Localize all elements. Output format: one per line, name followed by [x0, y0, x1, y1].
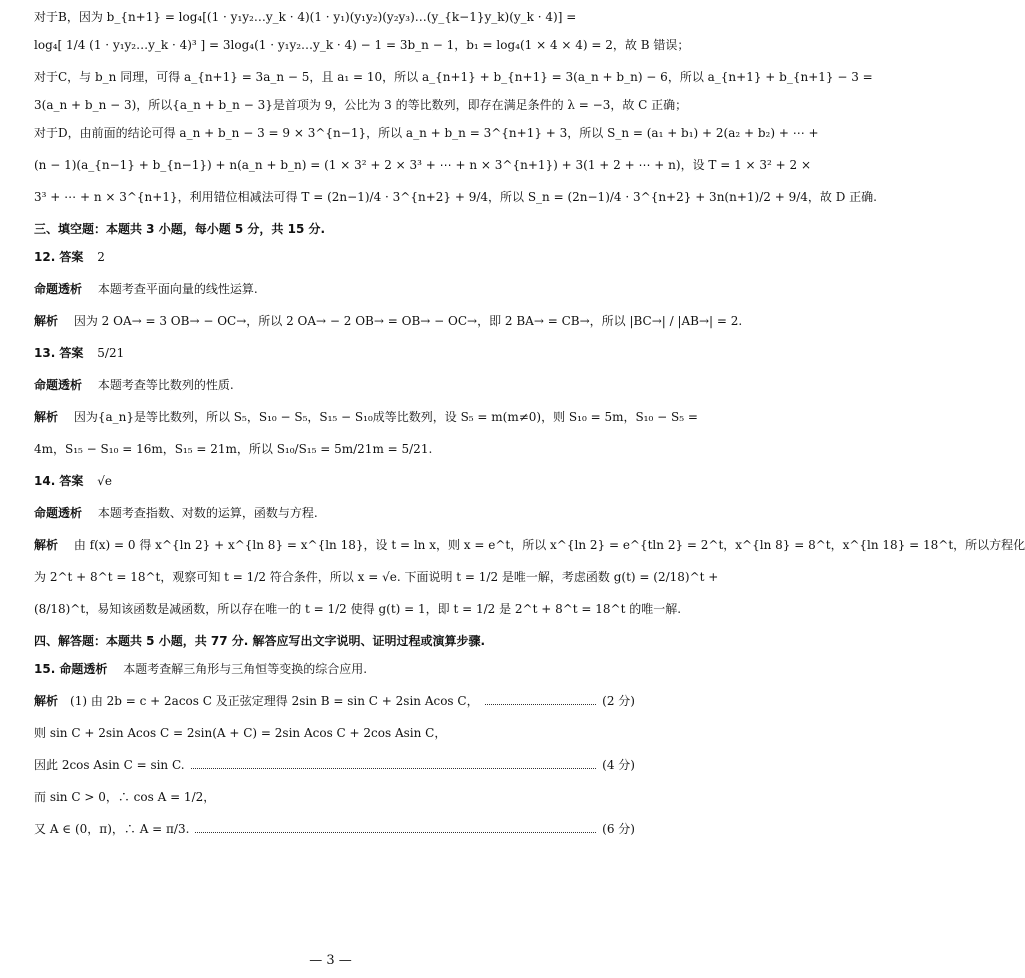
answer-label: 12. 答案 [34, 250, 84, 264]
analysis-text: 本题考查指数、对数的运算，函数与方程. [97, 506, 318, 520]
solution-step [34, 820, 635, 838]
text-line: 3³ + ⋯ + n × 3^{n+1}，利用错位相减法可得 T = (2n−1)/4 · 3^{n+2} + 9/4，所以 S_n = (2n−1)/4 · 3^{n+2} + 3n(n+1)/2 + 9/4，故 D 正确. [34, 190, 877, 204]
paragraph-d [34, 124, 877, 206]
solution-step [34, 756, 635, 774]
analysis-text: 本题考查平面向量的线性运算. [97, 282, 258, 296]
analysis-label: 命题透析 [34, 282, 83, 296]
text-line: 3(a_n + b_n − 3)，所以{a_n + b_n − 3}是首项为 9，公比为 3 的等比数列，即存在满足条件的 λ = −3，故 C 正确； [34, 98, 688, 112]
step-text: 又 A ∈ (0，π)，∴ A = π/3. [34, 822, 190, 836]
solution-text: (8/18)^t，易知该函数是减函数，所以存在唯一的 t = 1/2 使得 g(t) = 1，即 t = 1/2 是 2^t + 8^t = 18^t 的唯一解. [34, 602, 682, 616]
question-label: 15. 命题透析 [34, 662, 108, 676]
analysis-label: 命题透析 [34, 378, 83, 392]
question-12 [34, 248, 743, 330]
step-text: 因此 2cos Asin C = sin C. [34, 758, 185, 772]
step-score: (6 分) [602, 822, 635, 836]
answer-value: 2 [97, 250, 105, 264]
solution-label: 解析 [34, 410, 59, 424]
section-heading-fill-in: 三、填空题：本题共 3 小题，每小题 5 分，共 15 分. [34, 222, 326, 236]
step-score: (4 分) [602, 758, 635, 772]
leader-dots [195, 826, 596, 833]
step-text: (1) 由 2b = c + 2acos C 及正弦定理得 2sin B = sin C + 2sin Acos C， [70, 694, 479, 708]
answer-value: √e [97, 474, 113, 488]
solution-text: 为 2^t + 8^t = 18^t，观察可知 t = 1/2 符合条件，所以 x = √e. 下面说明 t = 1/2 是唯一解，考虑函数 g(t) = (2/18)^t + [34, 570, 719, 584]
leader-dots [485, 698, 597, 705]
answer-value: 5/21 [97, 346, 125, 360]
section-heading-solutions: 四、解答题：本题共 5 小题，共 77 分. 解答应写出文字说明、证明过程或演算步骤. [34, 634, 486, 648]
analysis-text: 本题考查解三角形与三角恒等变换的综合应用. [123, 662, 368, 676]
analysis-text: 本题考查等比数列的性质. [97, 378, 234, 392]
answer-label: 14. 答案 [34, 474, 84, 488]
text-line: 对于D，由前面的结论可得 a_n + b_n − 3 = 9 × 3^{n−1}，所以 a_n + b_n = 3^{n+1} + 3，所以 S_n = (a₁ + b₁) + 2(a₂ + b₂) + ⋯ + [34, 126, 819, 140]
question-14 [34, 472, 1025, 618]
step-text: 而 sin C > 0，∴ cos A = 1/2， [34, 790, 216, 804]
solution-step [34, 724, 635, 742]
answer-label: 13. 答案 [34, 346, 84, 360]
step-text: 则 sin C + 2sin Acos C = 2sin(A + C) = 2sin Acos C + 2cos Asin C， [34, 726, 447, 740]
solution-step [34, 788, 635, 806]
question-15 [34, 660, 635, 838]
solution-step [34, 692, 635, 710]
page-number: — 3 — [309, 953, 352, 968]
text-line: 对于C，与 b_n 同理，可得 a_{n+1} = 3a_n − 5，且 a₁ = 10，所以 a_{n+1} + b_{n+1} = 3(a_n + b_n) − 6，所以 a_{n+1} + b_{n+1} − 3 = [34, 70, 873, 84]
paragraph-c [34, 68, 873, 114]
step-score: (2 分) [602, 694, 635, 708]
solution-label: 解析 [34, 694, 59, 708]
solution-text: 因为{a_n}是等比数列，所以 S₅，S₁₀ − S₅，S₁₅ − S₁₀成等比数列，设 S₅ = m(m≠0)，则 S₁₀ = 5m，S₁₀ − S₅ = [73, 410, 698, 424]
text-line: (n − 1)(a_{n−1} + b_{n−1}) + n(a_n + b_n) = (1 × 3² + 2 × 3³ + ⋯ + n × 3^{n+1}) + 3(1 + 2 + ⋯ + n)，设 T = 1 × 3² + 2 × [34, 158, 812, 172]
text-line: 对于B，因为 b_{n+1} = log₄[(1 · y₁y₂…y_k · 4)(1 · y₁)(y₁y₂)(y₂y₃)…(y_{k−1}y_k)(y_k · 4)] = [34, 10, 577, 24]
solution-text: 由 f(x) = 0 得 x^{ln 2} + x^{ln 8} = x^{ln 18}，设 t = ln x，则 x = e^t，所以 x^{ln 2} = e^{tln 2} = 2^t，x^{ln 8} = 8^t，x^{ln 18} = 18^t，所以方程化 [73, 538, 1025, 552]
analysis-label: 命题透析 [34, 506, 83, 520]
paragraph-b [34, 8, 690, 54]
leader-dots [191, 762, 597, 769]
solution-text: 因为 2 OA→ = 3 OB→ − OC→，所以 2 OA→ − 2 OB→ = OB→ − OC→，即 2 BA→ = CB→，所以 |BC→| / |AB→| = 2. [73, 314, 743, 328]
text-line: log₄[ 1/4 (1 · y₁y₂…y_k · 4)³ ] = 3log₄(1 · y₁y₂…y_k · 4) − 1 = 3b_n − 1，b₁ = log₄(1 × 4 × 4) = 2，故 B 错误； [34, 38, 690, 52]
solution-text: 4m，S₁₅ − S₁₀ = 16m，S₁₅ = 21m，所以 S₁₀/S₁₅ = 5m/21m = 5/21. [34, 442, 433, 456]
solution-label: 解析 [34, 538, 59, 552]
solution-label: 解析 [34, 314, 59, 328]
question-13 [34, 344, 698, 458]
